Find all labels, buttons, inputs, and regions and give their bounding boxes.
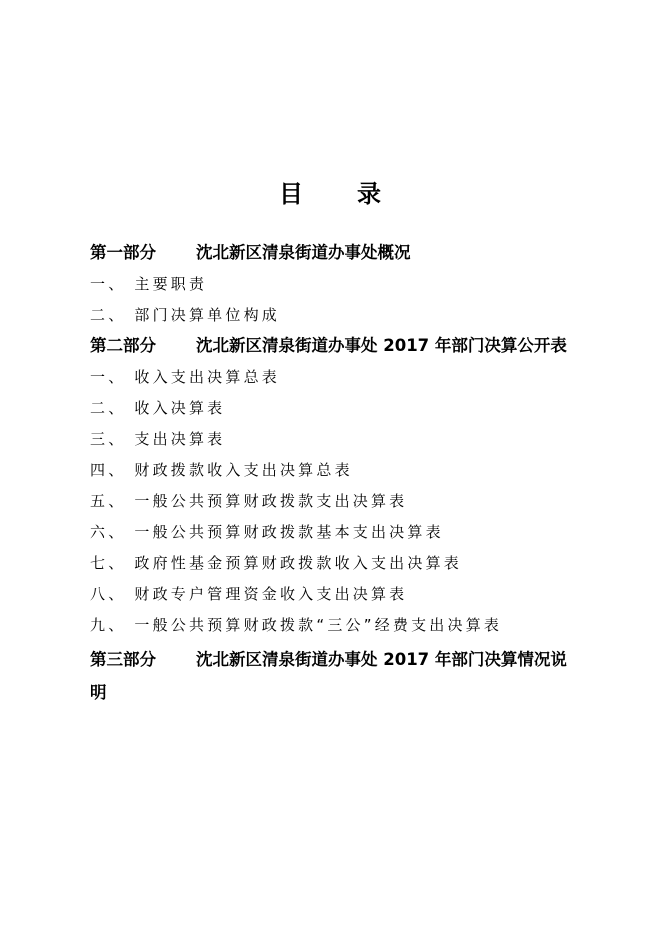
toc-item-2-2[interactable]: 二、 收入决算表 [90,399,226,417]
part-label: 第三部分 [90,650,156,669]
toc-part-3[interactable] [90,643,590,709]
toc-item-2-8[interactable]: 八、 财政专户管理资金收入支出决算表 [90,585,408,603]
toc-item-2-1[interactable]: 一、 收入支出决算总表 [90,368,280,386]
toc-item-2-4[interactable]: 四、 财政拨款收入支出决算总表 [90,461,353,479]
part-title: 沈北新区清泉街道办事处 2017 年部门决算公开表 [196,336,567,355]
toc-part-1[interactable] [90,240,590,271]
part-label: 第二部分 [90,336,156,355]
part-title-line-1: 沈北新区清泉街道办事处 2017 年部门决算情况说 [196,650,567,669]
toc-item-2-9[interactable]: 九、 一般公共预算财政拨款“三公”经费支出决算表 [90,616,503,634]
part-title: 沈北新区清泉街道办事处概况 [196,243,411,262]
table-of-contents [90,240,590,709]
page-title: 目 录 [279,180,383,208]
part-title-line-2: 明 [90,683,107,702]
toc-item-2-5[interactable]: 五、 一般公共预算财政拨款支出决算表 [90,492,408,510]
part-label: 第一部分 [90,243,156,262]
toc-item-2-6[interactable]: 六、 一般公共预算财政拨款基本支出决算表 [90,523,444,541]
toc-item-2-7[interactable]: 七、 政府性基金预算财政拨款收入支出决算表 [90,554,462,572]
toc-item-2-3[interactable]: 三、 支出决算表 [90,430,226,448]
toc-item-1-2[interactable]: 二、 部门决算单位构成 [90,306,280,324]
toc-part-2[interactable] [90,333,590,364]
toc-item-1-1[interactable]: 一、 主要职责 [90,275,208,293]
